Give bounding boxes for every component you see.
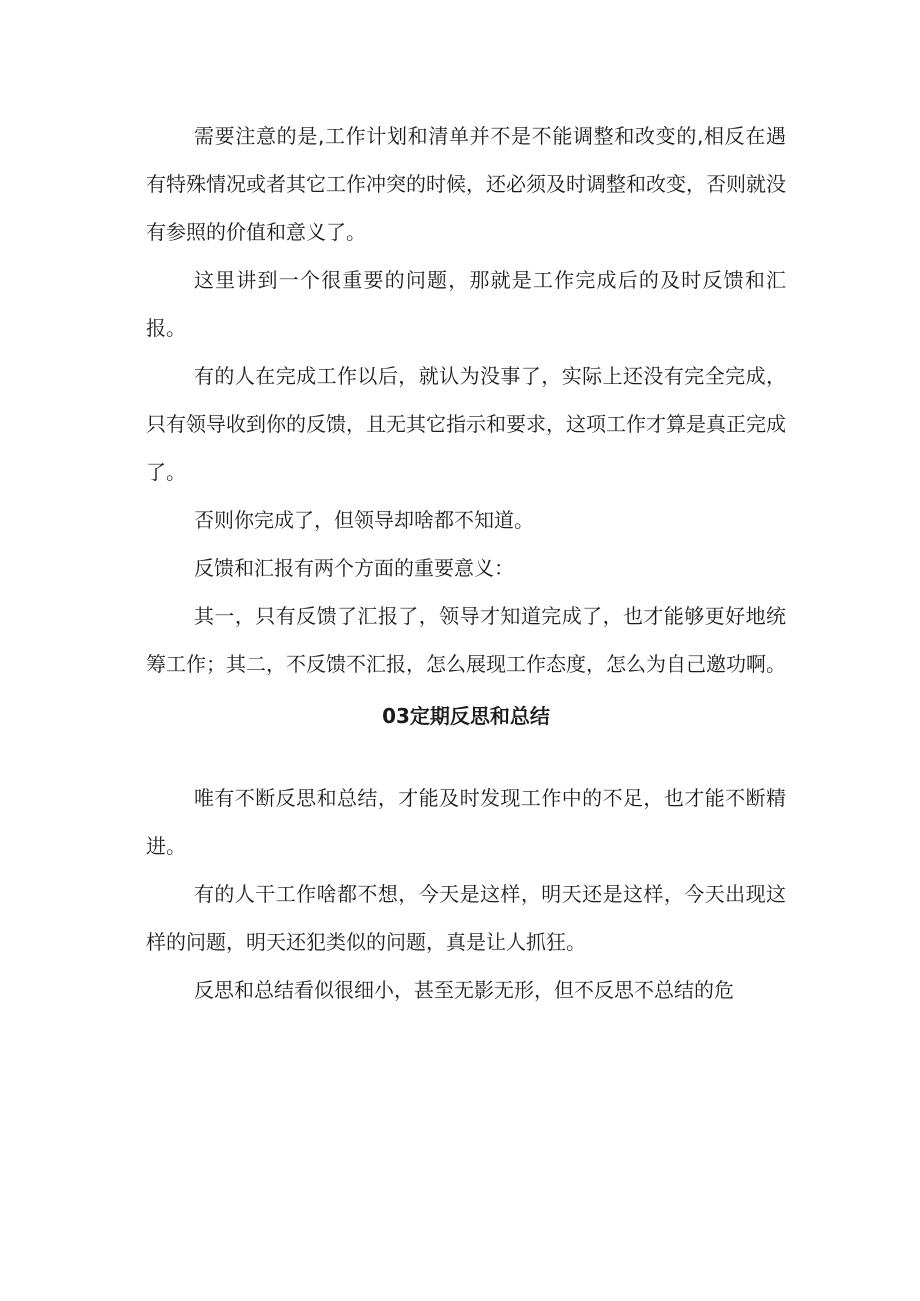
paragraph-completion-definition: 有的人在完成工作以后，就认为没事了，实际上还没有完全完成，只有领导收到你的反馈，且无其它指示和要求，这项工作才算是真正完成了。 [146,364,786,484]
paragraph-leader-unaware: 否则你完成了，但领导却啥都不知道。 [194,508,534,532]
paragraph-reflection-danger: 反思和总结看似很细小，甚至无影无形，但不反思不总结的危 [194,978,734,1002]
paragraph-two-reasons: 其一，只有反馈了汇报了，领导才知道完成了，也才能够更好地统筹工作；其二，不反馈不汇报，怎么展现工作态度，怎么为自己邀功啊。 [146,604,786,676]
section-heading: 03定期反思和总结 [382,704,550,728]
document-body [146,112,786,1014]
paragraph-reflection-importance: 唯有不断反思和总结，才能及时发现工作中的不足，也才能不断精进。 [146,786,786,858]
paragraph-feedback-issue: 这里讲到一个很重要的问题，那就是工作完成后的及时反馈和汇报。 [146,268,786,340]
paragraph-feedback-meaning: 反馈和汇报有两个方面的重要意义： [194,556,514,580]
paragraph-plan-adjustment: 需要注意的是,工作计划和清单并不是不能调整和改变的,相反在遇有特殊情况或者其它工作冲突的时候，还必须及时调整和改变，否则就没有参照的价值和意义了。 [146,124,786,244]
paragraph-repeated-mistakes: 有的人干工作啥都不想，今天是这样，明天还是这样，今天出现这样的问题，明天还犯类似的问题，真是让人抓狂。 [146,882,786,954]
